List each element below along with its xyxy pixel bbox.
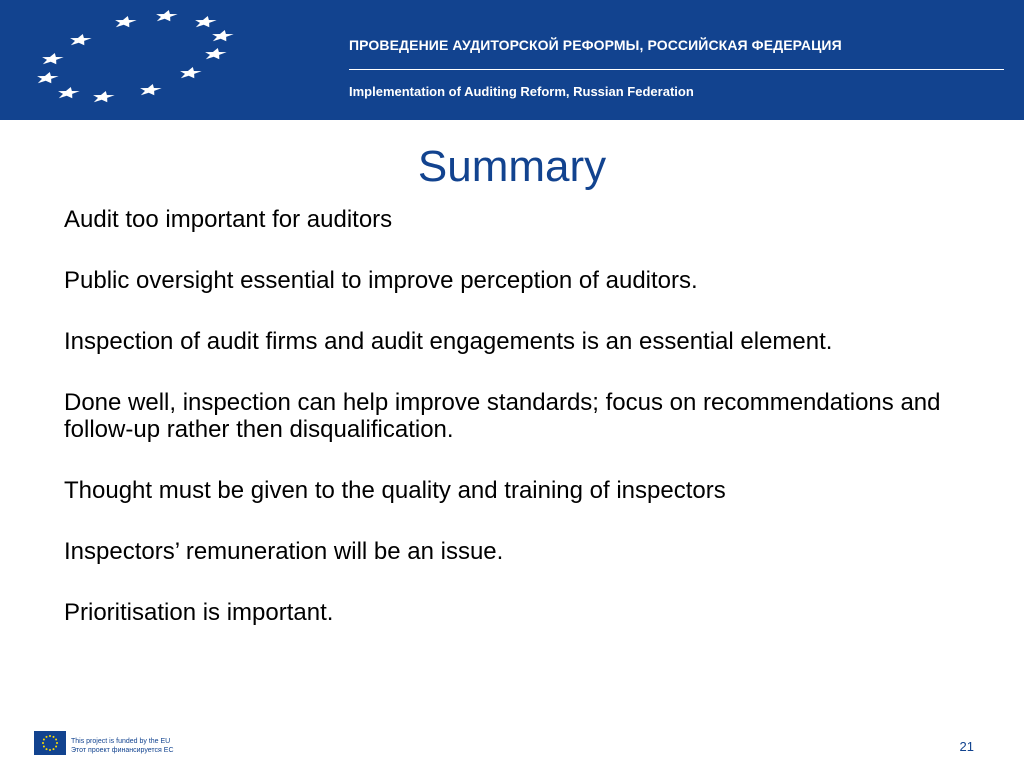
bullet-item: Prioritisation is important. — [64, 599, 334, 626]
bullet-list — [64, 206, 994, 660]
funding-notice-en: This project is funded by the EU — [71, 738, 171, 745]
bullet-item: Done well, inspection can help improve standards; focus on recommendations and follow-up rather then disqualification. — [64, 389, 941, 443]
funding-notice-ru: Этот проект финансируется ЕС — [71, 747, 174, 754]
bullet-item: Thought must be given to the quality and training of inspectors — [64, 477, 726, 504]
header-title-ru: ПРОВЕДЕНИЕ АУДИТОРСКОЙ РЕФОРМЫ, РОССИЙСКАЯ ФЕДЕРАЦИЯ — [349, 37, 842, 53]
funding-notice — [71, 737, 174, 755]
page-number: 21 — [959, 739, 974, 754]
header-banner — [0, 0, 1024, 120]
header-title-en: Implementation of Auditing Reform, Russian Federation — [349, 84, 694, 99]
bullet-item: Inspection of audit firms and audit engagements is an essential element. — [64, 328, 833, 355]
bullet-item: Inspectors’ remuneration will be an issue. — [64, 538, 504, 565]
bullet-item: Public oversight essential to improve perception of auditors. — [64, 267, 698, 294]
eu-flag-icon — [34, 731, 66, 755]
eu-stars-icon — [0, 0, 260, 120]
header-divider — [349, 69, 1004, 70]
slide-title: Summary — [417, 142, 607, 191]
bullet-item: Audit too important for auditors — [64, 206, 393, 233]
